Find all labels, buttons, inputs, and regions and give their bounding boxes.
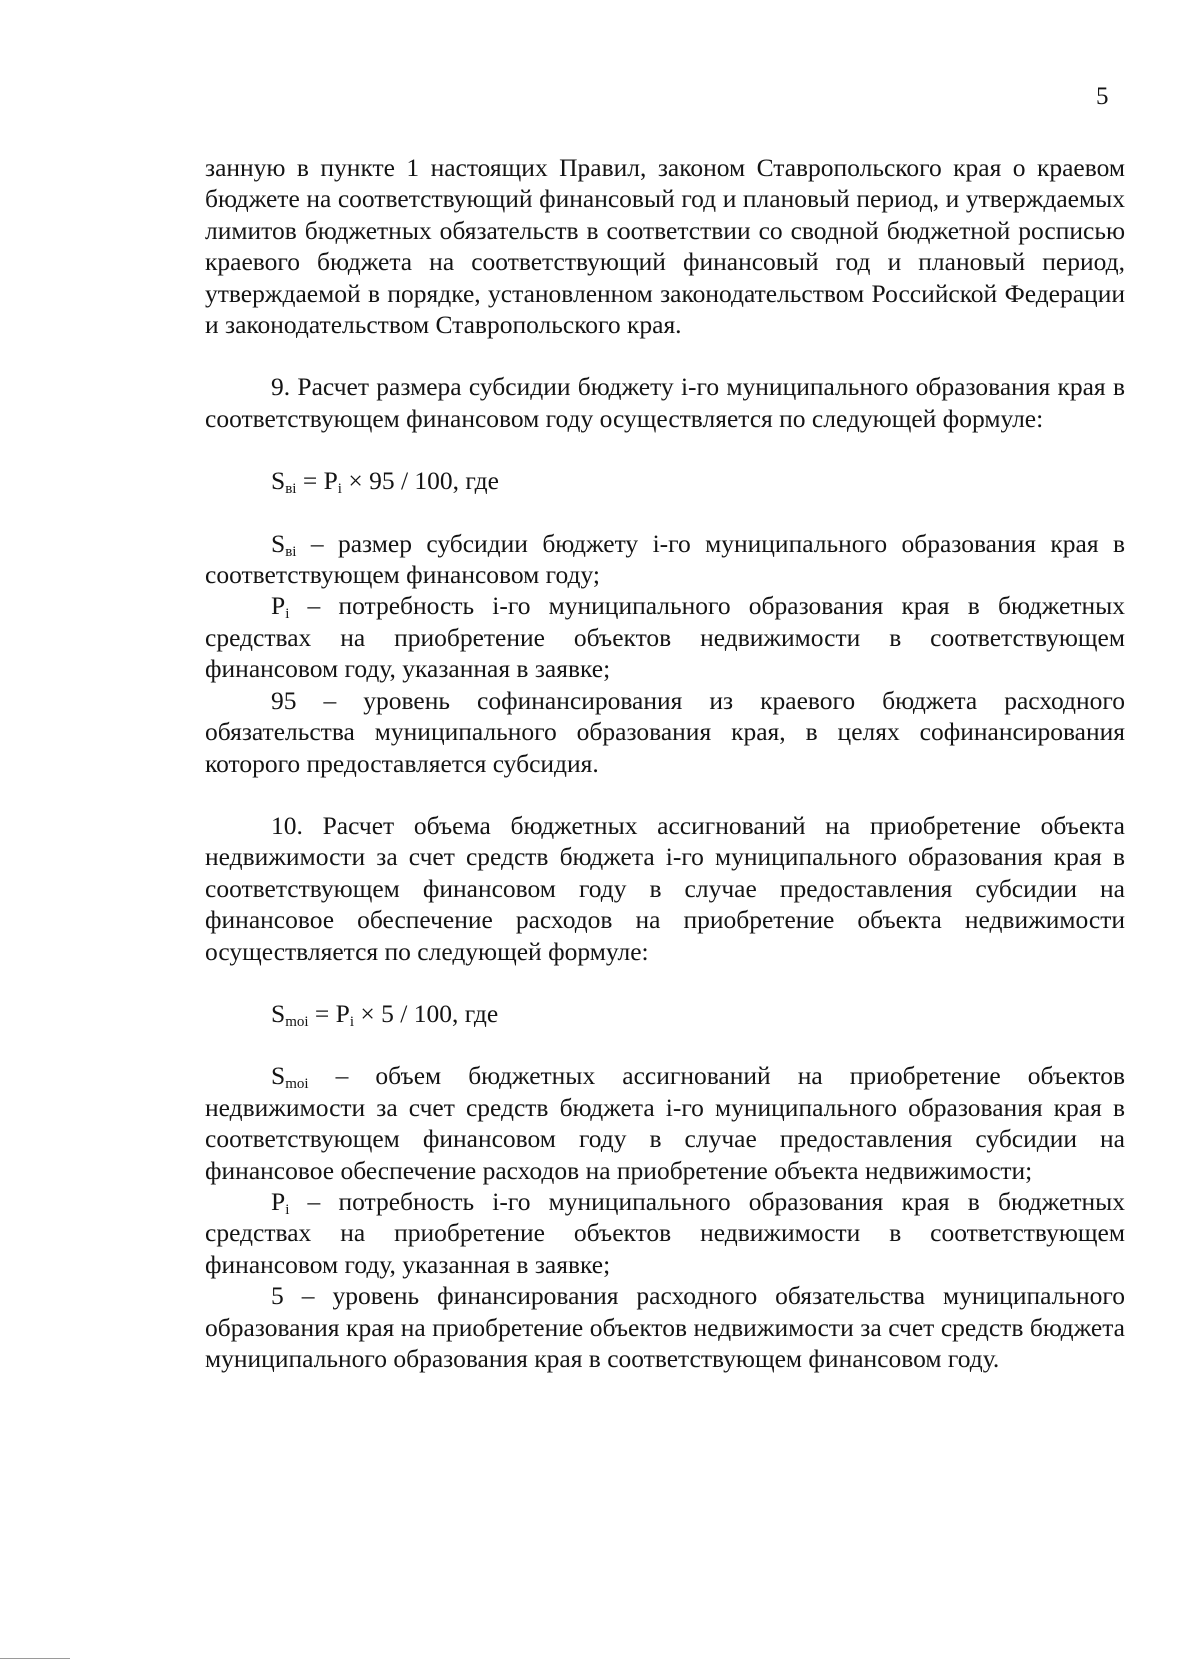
definition-subscript: вi xyxy=(285,543,297,560)
definition-text: – уровень софинансирования из краевого бюджета расходного обязательства муниципального образования края, в целях софинансирования которого предоставляется субсидия. xyxy=(205,685,1125,778)
intro-paragraph: занную в пункте 1 настоящих Правил, законом Ставропольского края о краевом бюджете на соответствующий финансовый год и плановый период, и утверждаемых лимитов бюджетных обязательств в соответствии со сводной бюджетной росписью краевого бюджета на соответствующий финансовый год и плановый период, утверждаемой в порядке, установленном законодательством Российской Федерации и законодательством Ставропольского края. xyxy=(205,153,1125,340)
definition-item xyxy=(205,590,1125,684)
definition-text: – потребность i-го муниципального образования края в бюджетных средствах на приобретение объектов недвижимости в соответствующем финансовом году, указанная в заявке; xyxy=(205,591,1125,684)
formula-rest: × 95 / 100, где xyxy=(341,466,499,496)
definition-text: – уровень финансирования расходного обязательства муниципального образования края на приобретение объектов недвижимости за счет средств бюджета муниципального образования края в соответствующем финансовом году. xyxy=(205,1281,1125,1373)
definition-subscript: moi xyxy=(285,1076,309,1093)
formula-budget-allocation xyxy=(205,998,1125,1029)
formula-subscript: moi xyxy=(285,1013,309,1030)
formula-subscript: вi xyxy=(285,481,297,498)
definition-symbol: S xyxy=(271,1061,286,1091)
paragraph-9: 9. Расчет размера субсидии бюджету i-го муниципального образования края в соответствующем финансовом году осуществляется по следующей формуле: xyxy=(205,372,1125,433)
formula-subscript: i xyxy=(337,481,342,498)
formula-equals: = P xyxy=(308,998,350,1028)
page-number: 5 xyxy=(1096,83,1109,110)
formula-symbol: S xyxy=(271,466,286,496)
definition-symbol: S xyxy=(271,528,286,558)
formula-symbol: S xyxy=(271,998,286,1028)
definition-symbol: 95 xyxy=(271,685,297,715)
definition-subscript: i xyxy=(285,1201,290,1218)
paragraph-10: 10. Расчет объема бюджетных ассигнований на приобретение объекта недвижимости за счет средств бюджета i-го муниципального образования края в соответствующем финансовом году в случае предоставления субсидии на финансовое обеспечение расходов на приобретение объекта недвижимости осуществляется по следующей формуле: xyxy=(205,810,1125,966)
document-body xyxy=(205,152,1125,1374)
definition-item xyxy=(205,528,1125,591)
formula-equals: = P xyxy=(296,466,338,496)
scan-edge-mark xyxy=(0,1658,70,1659)
definition-item xyxy=(205,1060,1125,1186)
definition-text: – потребность i-го муниципального образования края в бюджетных средствах на приобретение объектов недвижимости в соответствующем финансовом году, указанная в заявке; xyxy=(205,1186,1125,1279)
definition-item xyxy=(205,1280,1125,1374)
definition-text: – размер субсидии бюджету i-го муниципального образования края в соответствующем финансовом году; xyxy=(205,528,1125,590)
formula-subsidy xyxy=(205,465,1125,496)
definition-item xyxy=(205,685,1125,779)
definition-symbol: P xyxy=(271,1186,286,1216)
definition-text: – объем бюджетных ассигнований на приобретение объектов недвижимости за счет средств бюджета i-го муниципального образования края в соответствующем финансовом году в случае предоставления субсидии на финансовое обеспечение расходов на приобретение объекта недвижимости; xyxy=(205,1061,1125,1185)
formula-subscript: i xyxy=(349,1013,355,1030)
definition-symbol: P xyxy=(271,591,286,621)
formula-rest: × 5 / 100, где xyxy=(354,998,499,1028)
definition-symbol: 5 xyxy=(271,1281,284,1311)
definition-item xyxy=(205,1186,1125,1280)
definition-subscript: i xyxy=(285,606,290,623)
